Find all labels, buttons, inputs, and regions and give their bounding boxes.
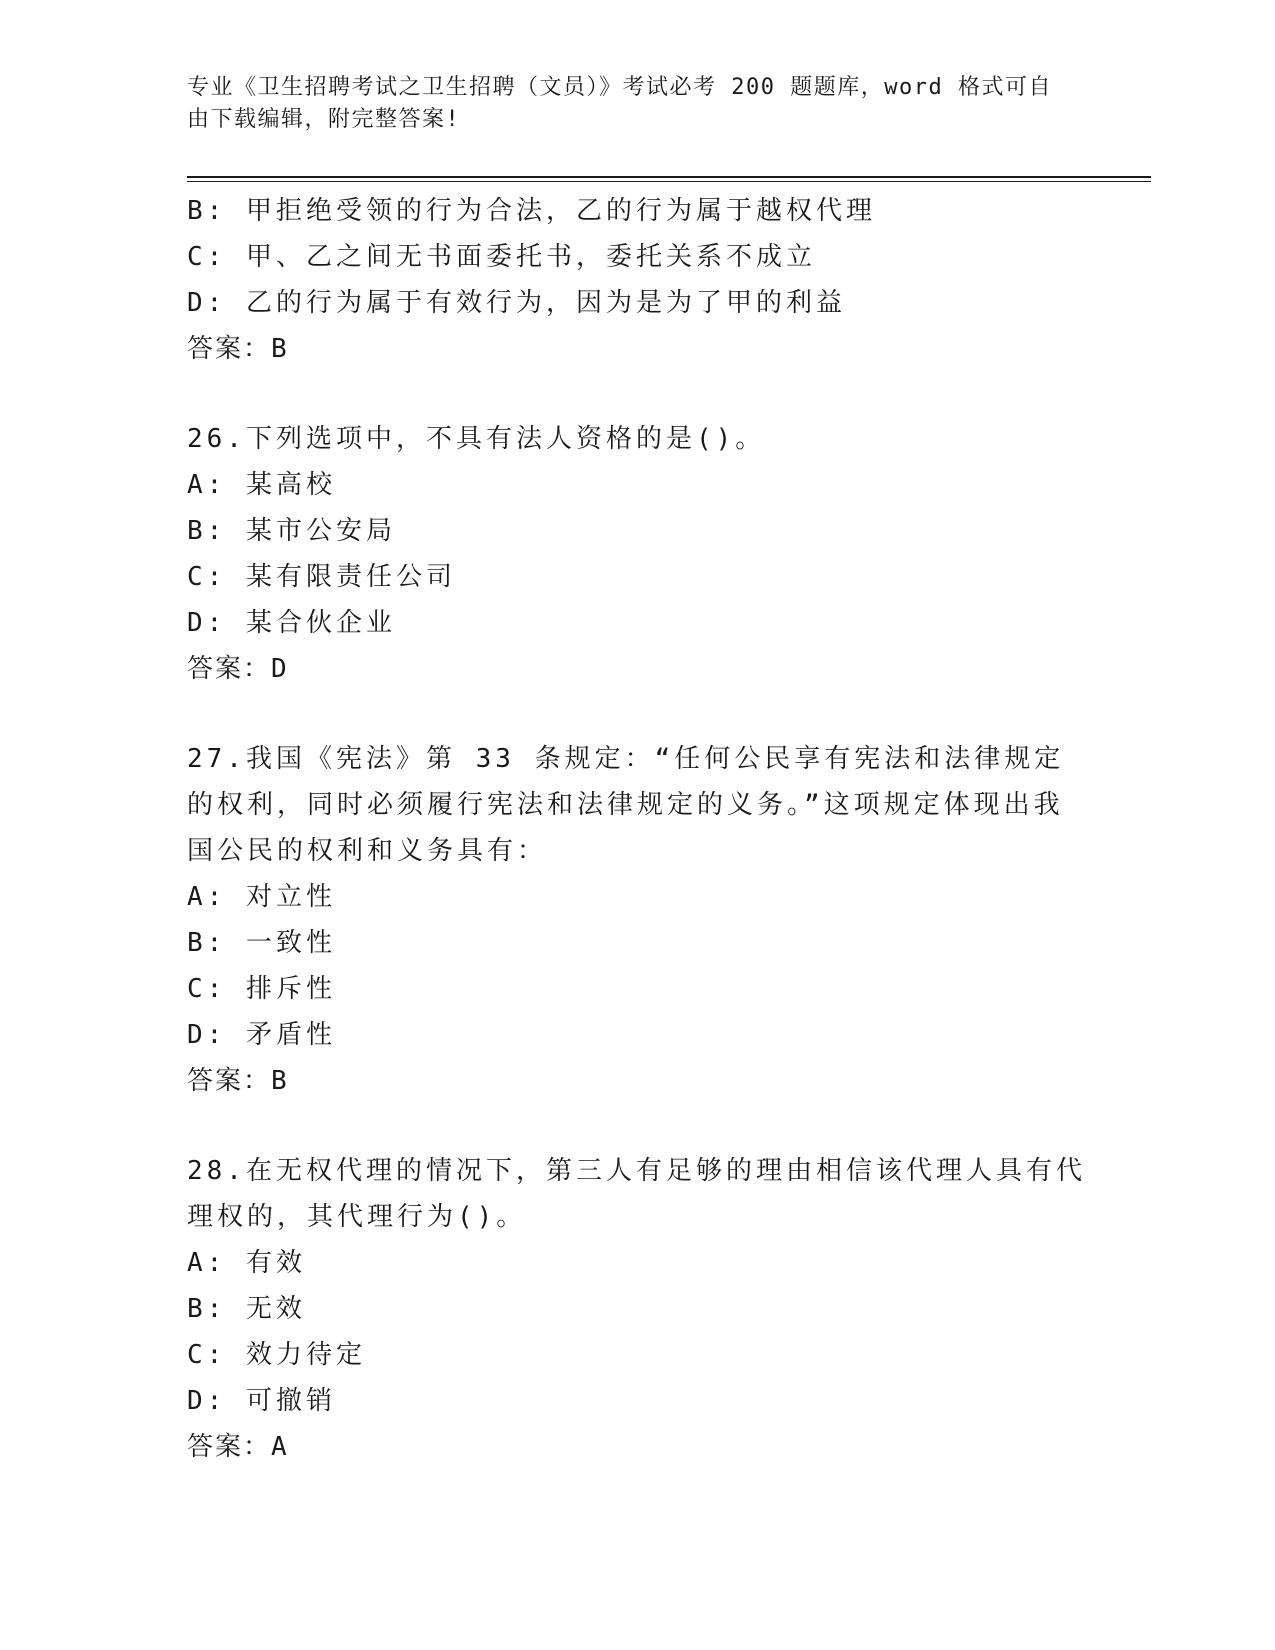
header-title: 专业《卫生招聘考试之卫生招聘（文员）》考试必考 200 题题库，word 格式可自由下载编辑，附完整答案!	[187, 75, 1052, 132]
answer-line	[187, 1058, 1087, 1104]
option-d: D: 乙的行为属于有效行为，因为是为了甲的利益	[187, 288, 846, 318]
option-c: C: 某有限责任公司	[187, 562, 456, 592]
answer-value: D	[271, 654, 289, 684]
option-c: C: 甲、乙之间无书面委托书，委托关系不成立	[187, 242, 816, 272]
option-d: D: 矛盾性	[187, 1020, 336, 1050]
question-text: 28.在无权代理的情况下，第三人有足够的理由相信该代理人具有代理权的，其代理行为()。	[187, 1156, 1086, 1232]
option-b: B: 无效	[187, 1294, 306, 1324]
question-block-27	[187, 736, 1087, 1104]
option-d: D: 某合伙企业	[187, 608, 396, 638]
answer-line	[187, 326, 1087, 372]
answer-line	[187, 646, 1087, 692]
option-a: A: 有效	[187, 1248, 306, 1278]
answer-label: 答案：	[187, 334, 272, 364]
question-block-26	[187, 416, 1087, 692]
document-header	[187, 72, 1067, 136]
option-c: C: 排斥性	[187, 974, 336, 1004]
answer-label: 答案：	[187, 1432, 272, 1462]
option-b: B: 某市公安局	[187, 516, 396, 546]
question-block-28	[187, 1148, 1087, 1470]
option-c: C: 效力待定	[187, 1340, 366, 1370]
question-text: 27.我国《宪法》第 33 条规定：“任何公民享有宪法和法律规定的权利，同时必须履行宪法和法律规定的义务。”这项规定体现出我国公民的权利和义务具有：	[187, 744, 1065, 866]
question-block-25	[187, 188, 1087, 372]
answer-value: A	[271, 1432, 289, 1462]
answer-label: 答案：	[187, 654, 272, 684]
question-text: 26.下列选项中，不具有法人资格的是()。	[187, 424, 766, 454]
answer-line	[187, 1424, 1087, 1470]
option-b: B: 一致性	[187, 928, 336, 958]
option-a: A: 对立性	[187, 882, 336, 912]
answer-value: B	[271, 334, 289, 364]
option-b: B: 甲拒绝受领的行为合法，乙的行为属于越权代理	[187, 196, 876, 226]
answer-label: 答案：	[187, 1066, 272, 1096]
option-a: A: 某高校	[187, 470, 336, 500]
answer-value: B	[271, 1066, 289, 1096]
question-list	[187, 188, 1087, 1470]
header-divider	[187, 176, 1151, 182]
option-d: D: 可撤销	[187, 1386, 336, 1416]
